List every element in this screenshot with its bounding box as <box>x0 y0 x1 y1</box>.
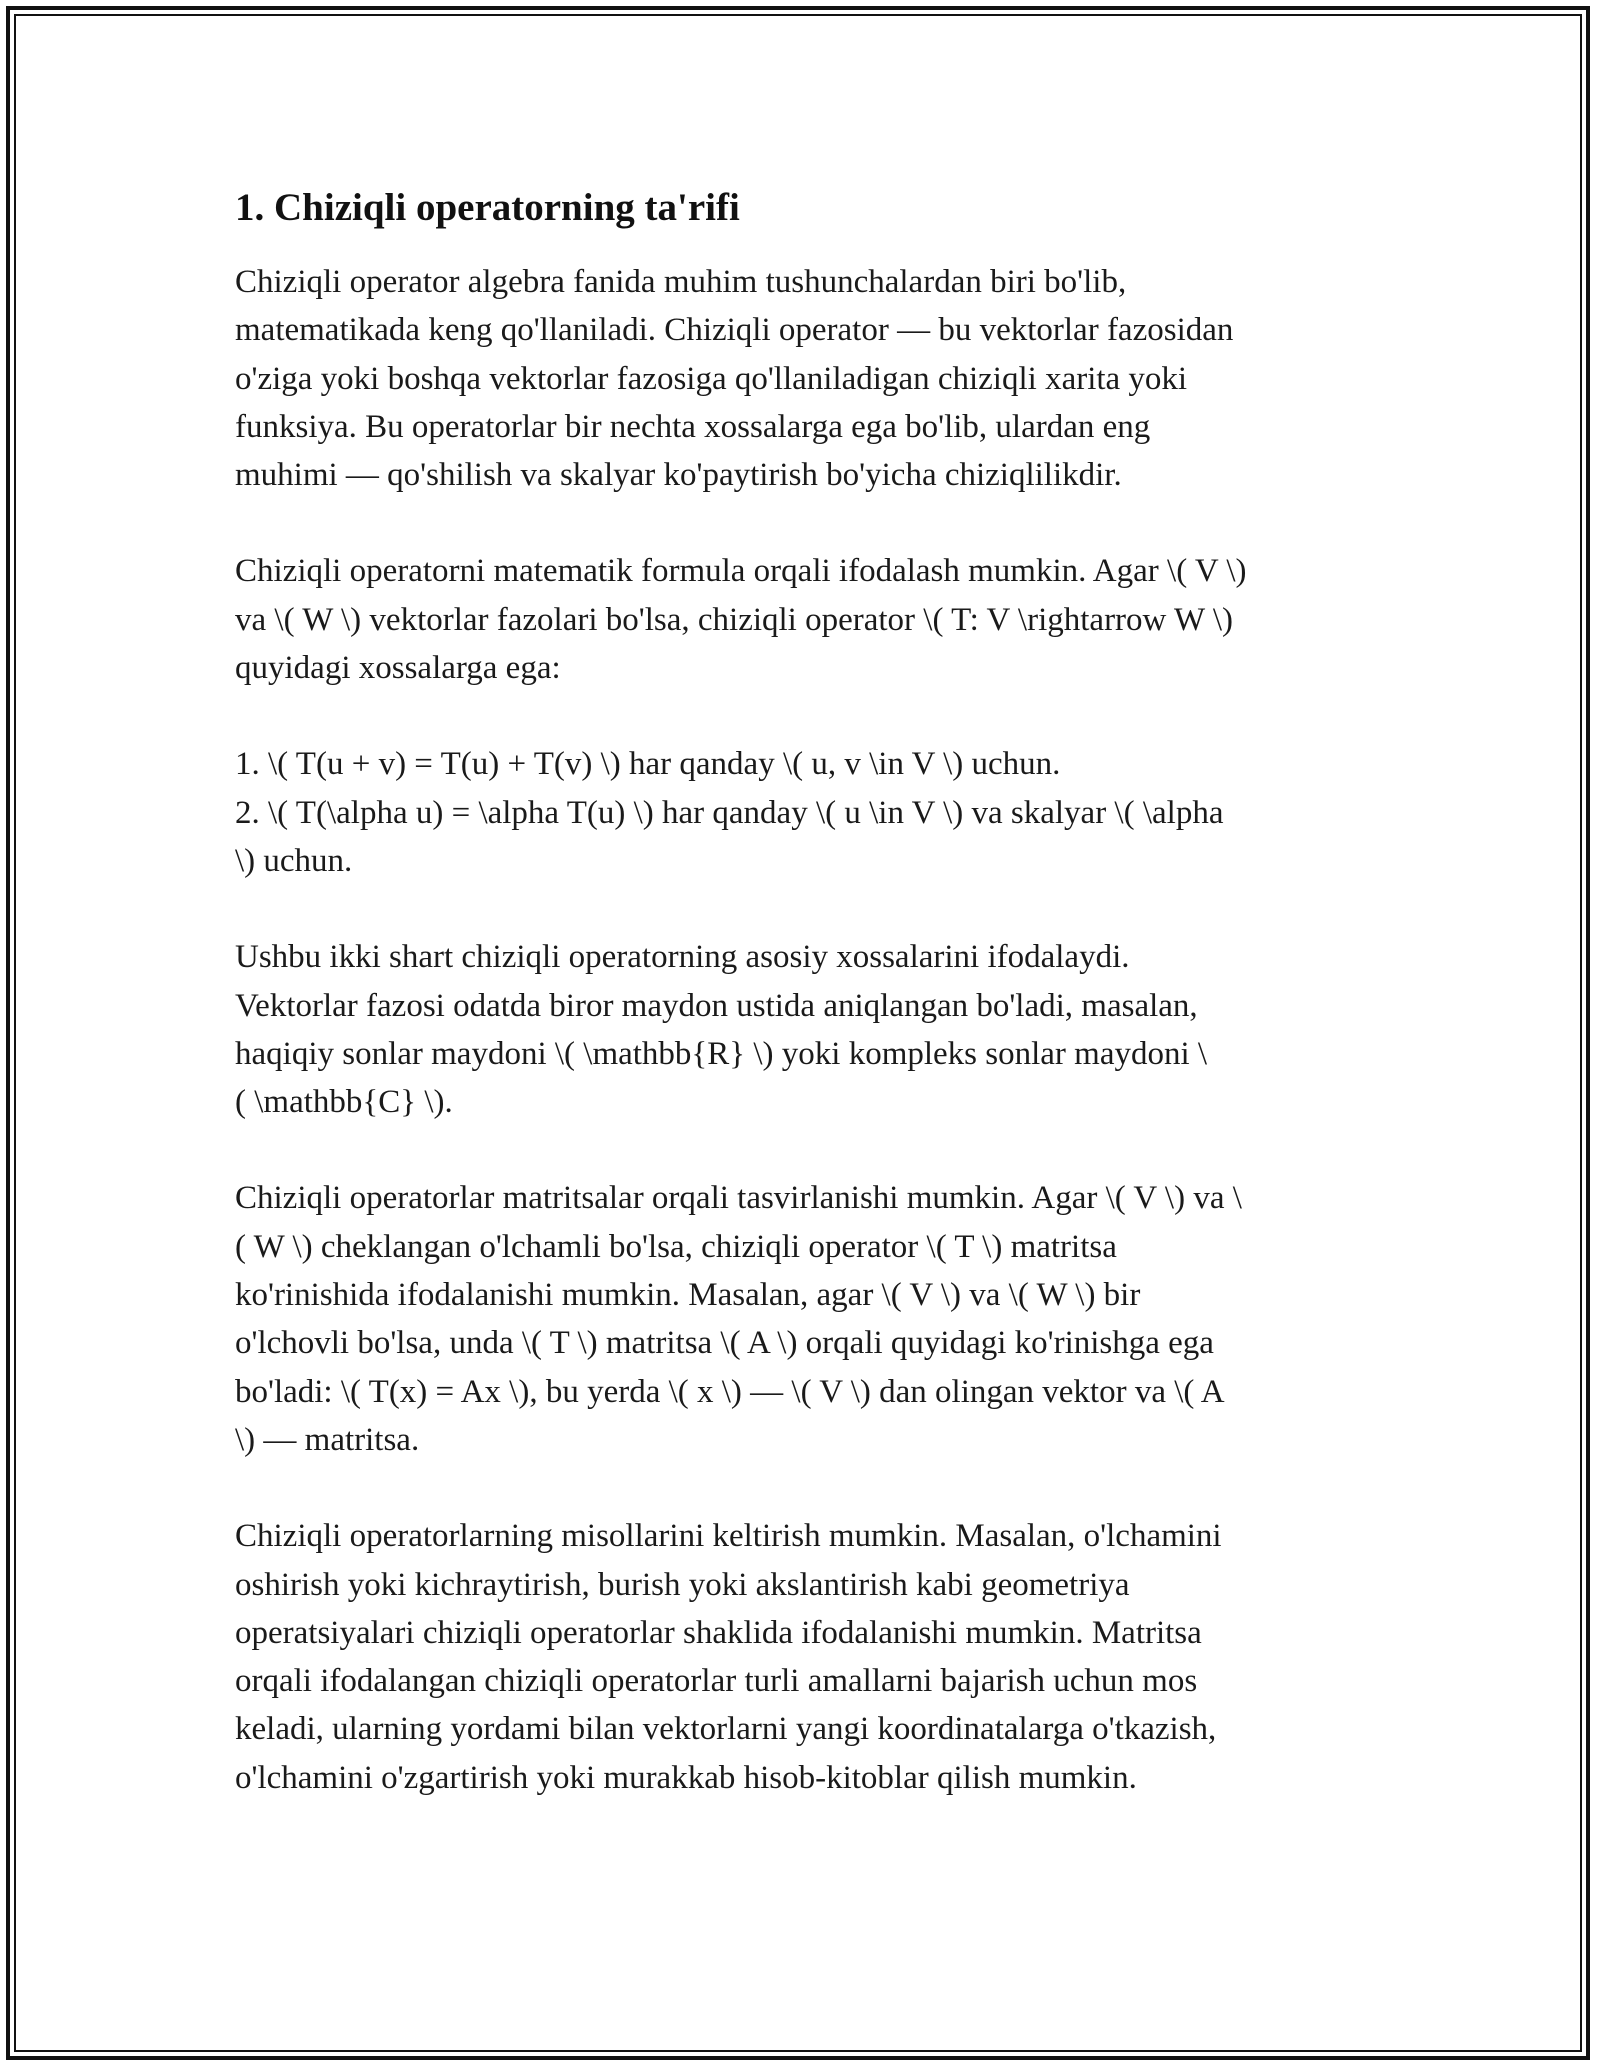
text-line: \) — matritsa. <box>235 1421 420 1458</box>
paragraph-examples <box>235 1512 1365 1802</box>
text-line: Vektorlar fazosi odatda biror maydon ustida aniqlangan bo'ladi, masalan, <box>235 987 1198 1024</box>
text-line: keladi, ularning yordami bilan vektorlarni yangi koordinatalarga o'tkazish, <box>235 1711 1217 1748</box>
document-body <box>235 184 1365 1850</box>
text-line: muhimi — qo'shilish va skalyar ko'paytirish bo'yicha chiziqlilikdir. <box>235 457 1122 494</box>
text-line: ( W \) cheklangan o'lchamli bo'lsa, chiziqli operator \( T \) matritsa <box>235 1228 1117 1265</box>
text-line: operatsiyalari chiziqli operatorlar shaklida ifodalanishi mumkin. Matritsa <box>235 1614 1202 1651</box>
text-line: ( \mathbb{C} \). <box>235 1084 453 1121</box>
text-line: va \( W \) vektorlar fazolari bo'lsa, chiziqli operator \( T: V \rightarrow W \) <box>235 601 1233 638</box>
text-line: o'ziga yoki boshqa vektorlar fazosiga qo'llaniladigan chiziqli xarita yoki <box>235 360 1188 397</box>
list-item: \) uchun. <box>235 842 353 879</box>
paragraph-properties-list <box>235 740 1365 885</box>
list-item: 1. \( T(u + v) = T(u) + T(v) \) har qanday \( u, v \in V \) uchun. <box>235 746 1061 783</box>
text-line: ko'rinishida ifodalanishi mumkin. Masalan, agar \( V \) va \( W \) bir <box>235 1277 1141 1314</box>
text-line: Chiziqli operatorni matematik formula orqali ifodalash mumkin. Agar \( V \) <box>235 553 1247 590</box>
text-line: funksiya. Bu operatorlar bir nechta xossalarga ega bo'lib, ulardan eng <box>235 408 1151 445</box>
text-line: o'lchamini o'zgartirish yoki murakkab hisob-kitoblar qilish mumkin. <box>235 1759 1137 1796</box>
paragraph-matrices <box>235 1174 1365 1464</box>
text-line: bo'ladi: \( T(x) = Ax \), bu yerda \( x \) — \( V \) dan olingan vektor va \( A <box>235 1373 1225 1410</box>
paragraph-vector-spaces <box>235 933 1365 1126</box>
text-line: quyidagi xossalarga ega: <box>235 650 561 687</box>
text-line: Chiziqli operatorlarning misollarini keltirish mumkin. Masalan, o'lchamini <box>235 1518 1222 1555</box>
text-line: Chiziqli operatorlar matritsalar orqali tasvirlanishi mumkin. Agar \( V \) va \ <box>235 1180 1242 1217</box>
list-item: 2. \( T(\alpha u) = \alpha T(u) \) har qanday \( u \in V \) va skalyar \( \alpha <box>235 794 1224 831</box>
text-line: oshirish yoki kichraytirish, burish yoki akslantirish kabi geometriya <box>235 1566 1130 1603</box>
paragraph-formula-intro <box>235 547 1365 692</box>
text-line: o'lchovli bo'lsa, unda \( T \) matritsa \( A \) orqali quyidagi ko'rinishga ega <box>235 1325 1214 1362</box>
text-line: Chiziqli operator algebra fanida muhim tushunchalardan biri bo'lib, <box>235 264 1127 300</box>
text-line: haqiqiy sonlar maydoni \( \mathbb{R} \) yoki kompleks sonlar maydoni \ <box>235 1035 1208 1072</box>
text-line: Ushbu ikki shart chiziqli operatorning asosiy xossalarini ifodalaydi. <box>235 939 1130 976</box>
text-line: matematikada keng qo'llaniladi. Chiziqli operator — bu vektorlar fazosidan <box>235 312 1234 349</box>
text-line: orqali ifodalangan chiziqli operatorlar turli amallarni bajarish uchun mos <box>235 1663 1198 1700</box>
paragraph-definition <box>235 258 1365 499</box>
section-heading: 1. Chiziqli operatorning ta'rifi <box>235 186 740 229</box>
